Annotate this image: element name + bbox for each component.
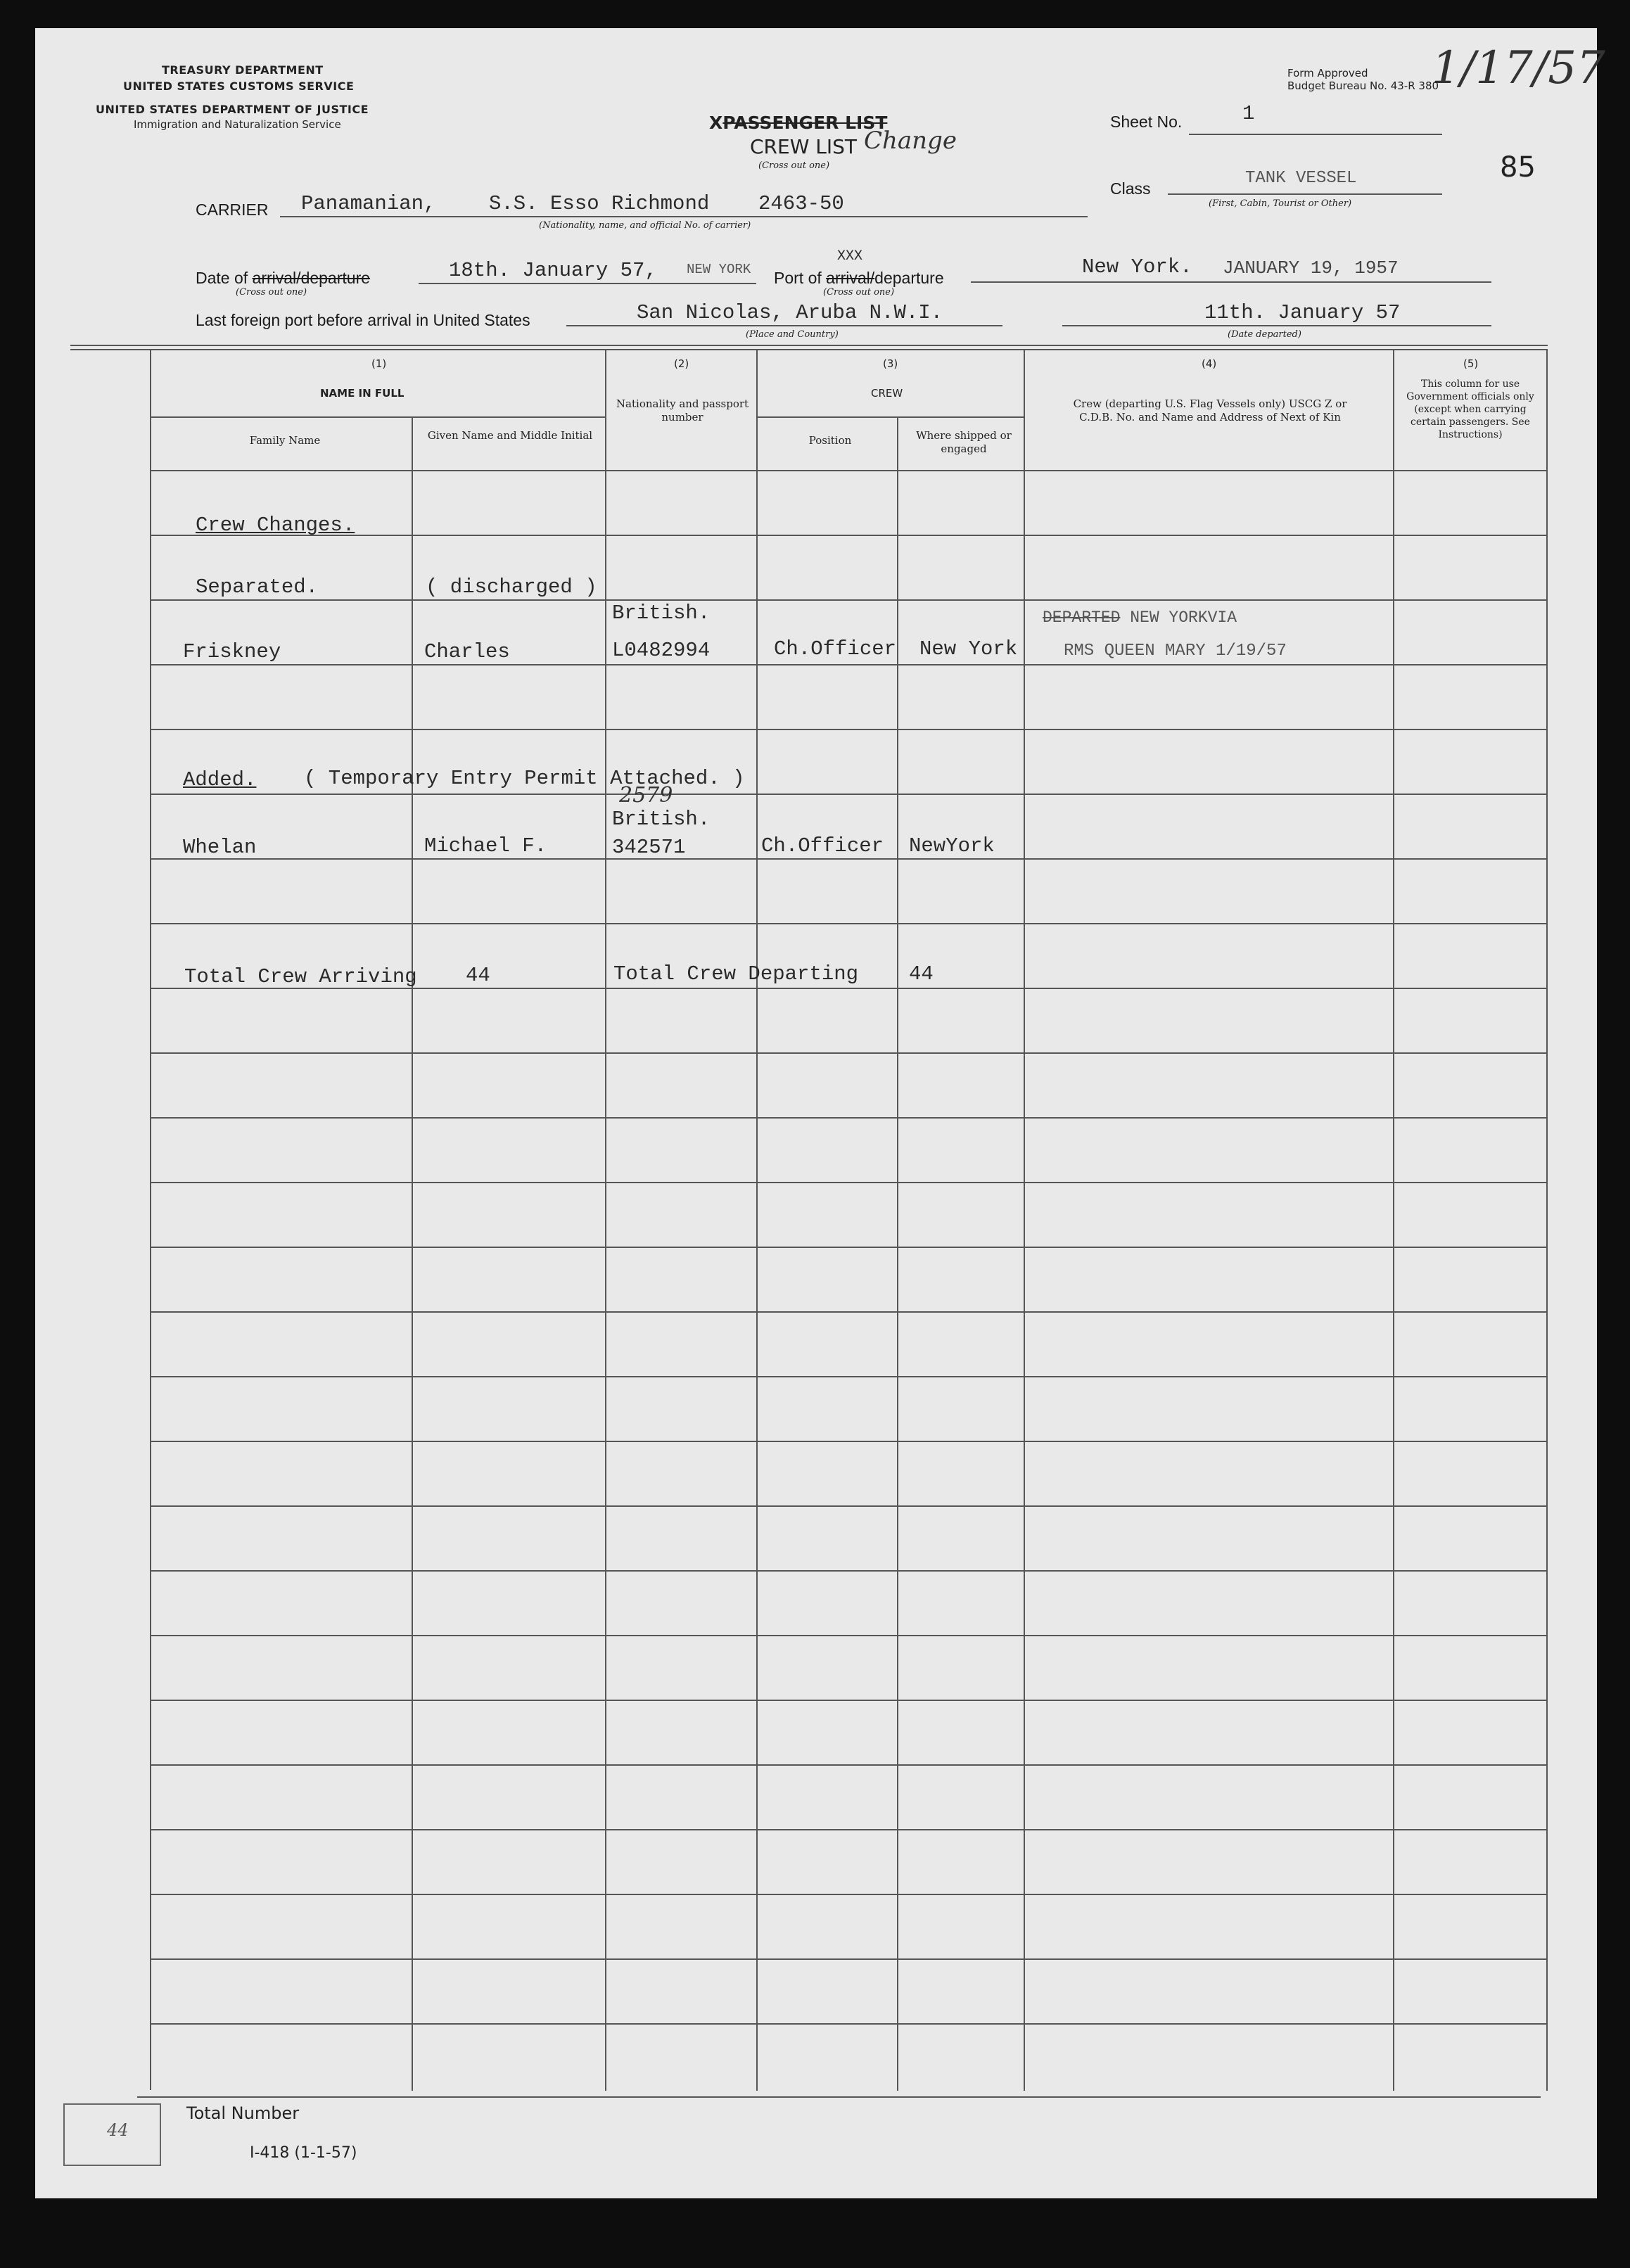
col3a-header: Position bbox=[808, 434, 852, 447]
col2-title: Nationality and passport number bbox=[616, 397, 749, 423]
col-divider-1 bbox=[412, 416, 413, 2091]
crew-list-form bbox=[35, 28, 1597, 2198]
port-label-struck: arrival/ bbox=[826, 269, 875, 287]
date-label-struck: arrival/ bbox=[252, 269, 301, 287]
table-top-rule-2 bbox=[70, 349, 1548, 350]
p1-given-name: Charles bbox=[424, 640, 510, 663]
port-stamp: JANUARY 19, 1957 bbox=[1223, 257, 1399, 279]
port-value: New York. bbox=[1082, 255, 1192, 279]
carrier-label: CARRIER bbox=[196, 200, 269, 219]
last-port-caption: (Place and Country) bbox=[746, 329, 839, 340]
title-crew-list: CREW LIST bbox=[750, 135, 858, 158]
date-label-pre: Date of bbox=[196, 269, 253, 287]
crew-changes-heading: Crew Changes. bbox=[196, 514, 355, 537]
col4-title: Crew (departing U.S. Flag Vessels only) USCG Z or C.D.B. No. and Name and Address of Next of Kin bbox=[1073, 397, 1347, 423]
temp-permit-note: ( Temporary Entry Permit Attached. ) bbox=[304, 767, 745, 790]
p2-given-name: Michael F. bbox=[424, 834, 547, 858]
col1-title: NAME IN FULL bbox=[320, 387, 405, 400]
port-label-post: departure bbox=[874, 269, 944, 287]
row-rule bbox=[150, 1700, 1548, 1701]
p1-stamp-struck: DEPARTED bbox=[1043, 609, 1121, 627]
added-heading: Added. bbox=[183, 768, 257, 791]
row-rule bbox=[150, 1635, 1548, 1636]
col3-sub-rule bbox=[758, 416, 1024, 418]
carrier-name: S.S. Esso Richmond bbox=[489, 192, 710, 215]
row-rule bbox=[150, 1764, 1548, 1766]
carrier-official-no: 2463-50 bbox=[758, 192, 844, 215]
row-rule bbox=[150, 664, 1548, 665]
form-approved: Form Approved bbox=[1287, 67, 1368, 79]
col1-number: (1) bbox=[371, 357, 387, 370]
p1-where-shipped: New York bbox=[919, 637, 1018, 661]
row-rule bbox=[150, 1570, 1548, 1572]
p1-stamp-rest: NEW YORKVIA bbox=[1120, 609, 1237, 627]
date-departed-value: 11th. January 57 bbox=[1204, 301, 1401, 324]
date-stamp: NEW YORK bbox=[687, 262, 751, 277]
total-arriving-value: 44 bbox=[466, 964, 490, 987]
row-rule bbox=[150, 1894, 1548, 1895]
title-line bbox=[709, 113, 887, 133]
col1a-header: Family Name bbox=[249, 434, 321, 447]
p1-passport: L0482994 bbox=[612, 639, 711, 662]
col4-number: (4) bbox=[1202, 357, 1217, 370]
handwritten-date: 1/17/57 bbox=[1432, 42, 1605, 94]
row-rule bbox=[150, 1117, 1548, 1119]
row-rule bbox=[150, 858, 1548, 860]
last-port-underline bbox=[566, 325, 1002, 326]
col3-title: CREW bbox=[871, 387, 903, 400]
budget-bureau: Budget Bureau No. 43-R 380 bbox=[1287, 79, 1439, 92]
discharged-note: ( discharged ) bbox=[426, 575, 597, 599]
port-label-pre: Port of bbox=[774, 269, 827, 287]
col5-number: (5) bbox=[1463, 357, 1479, 370]
total-departing-value: 44 bbox=[909, 962, 934, 986]
col1b-header: Given Name and Middle Initial bbox=[427, 429, 593, 442]
last-port-value: San Nicolas, Aruba N.W.I. bbox=[637, 301, 943, 324]
row-rule bbox=[150, 1311, 1548, 1313]
port-caption: (Cross out one) bbox=[823, 287, 895, 298]
last-port-label: Last foreign port before arrival in United States bbox=[196, 311, 530, 329]
date-value: 18th. January 57, bbox=[449, 259, 657, 282]
p2-passport: 342571 bbox=[612, 836, 686, 859]
agency-customs: UNITED STATES CUSTOMS SERVICE bbox=[123, 79, 355, 93]
class-label: Class bbox=[1110, 179, 1151, 198]
p2-nationality: British. bbox=[612, 808, 711, 831]
total-number-box bbox=[63, 2103, 161, 2166]
p1-departed-stamp-line1 bbox=[1043, 609, 1237, 627]
p1-family-name: Friskney bbox=[183, 640, 281, 663]
table-bottom-rule bbox=[137, 2096, 1541, 2098]
class-caption: (First, Cabin, Tourist or Other) bbox=[1209, 198, 1352, 209]
title-passenger-list-struck: PASSENGER LIST bbox=[722, 113, 888, 133]
total-number-value: 44 bbox=[107, 2120, 129, 2140]
p1-departed-stamp-line2: RMS QUEEN MARY 1/19/57 bbox=[1064, 642, 1287, 661]
p1-nationality: British. bbox=[612, 601, 711, 625]
row-rule bbox=[150, 535, 1548, 536]
sheet-number: 1 bbox=[1242, 102, 1255, 125]
date-label bbox=[196, 269, 370, 288]
form-number: I-418 (1-1-57) bbox=[250, 2144, 357, 2162]
sheet-underline bbox=[1189, 134, 1442, 135]
page-number: 85 bbox=[1500, 151, 1536, 184]
date-underline bbox=[419, 283, 756, 284]
p2-position: Ch.Officer bbox=[761, 834, 884, 858]
class-value: TANK VESSEL bbox=[1245, 169, 1357, 188]
row-rule bbox=[150, 1052, 1548, 1054]
p2-handwritten-number: 2579 bbox=[619, 783, 673, 808]
row-rule bbox=[150, 729, 1548, 730]
sheet-label: Sheet No. bbox=[1110, 113, 1183, 131]
header-bottom-rule bbox=[151, 470, 1548, 471]
title-handwritten-change: Change bbox=[864, 127, 957, 155]
total-arriving-label: Total Crew Arriving bbox=[184, 965, 417, 988]
table-top-rule-1 bbox=[70, 345, 1548, 346]
row-rule bbox=[150, 1829, 1548, 1830]
row-rule bbox=[150, 923, 1548, 924]
carrier-caption: (Nationality, name, and official No. of carrier) bbox=[539, 220, 751, 231]
total-number-label: Total Number bbox=[186, 2103, 300, 2123]
row-rule bbox=[150, 1958, 1548, 1960]
p1-position: Ch.Officer bbox=[774, 637, 897, 661]
p2-where-shipped: NewYork bbox=[909, 834, 995, 858]
col5-title: This column for use Government officials only (except when carrying certain passengers. See Instructions) bbox=[1406, 378, 1534, 440]
separated-heading: Separated. bbox=[196, 575, 319, 599]
title-prefix: X bbox=[709, 113, 723, 133]
agency-treasury: TREASURY DEPARTMENT bbox=[162, 63, 324, 77]
carrier-underline bbox=[280, 216, 1088, 217]
row-rule bbox=[150, 1505, 1548, 1507]
col1-sub-rule bbox=[151, 416, 606, 418]
p2-family-name: Whelan bbox=[183, 836, 257, 859]
date-departed-caption: (Date departed) bbox=[1228, 329, 1301, 340]
row-rule bbox=[150, 1182, 1548, 1183]
date-caption: (Cross out one) bbox=[236, 287, 307, 298]
date-label-post: departure bbox=[300, 269, 371, 287]
agency-justice: UNITED STATES DEPARTMENT OF JUSTICE bbox=[96, 103, 369, 116]
date-departed-underline bbox=[1062, 325, 1491, 326]
col3b-header: Where shipped or engaged bbox=[916, 429, 1012, 455]
row-rule bbox=[150, 794, 1548, 795]
col2-number: (2) bbox=[674, 357, 689, 370]
port-underline bbox=[971, 281, 1491, 283]
row-rule bbox=[150, 1247, 1548, 1248]
col-divider-4 bbox=[897, 416, 898, 2091]
port-xxx: XXX bbox=[837, 248, 863, 265]
row-rule bbox=[150, 2023, 1548, 2025]
port-label bbox=[774, 269, 944, 288]
carrier-nationality: Panamanian, bbox=[301, 192, 436, 215]
row-rule bbox=[150, 599, 1548, 601]
title-cross-out-caption: (Cross out one) bbox=[758, 160, 830, 171]
row-rule bbox=[150, 1376, 1548, 1377]
class-underline bbox=[1168, 193, 1442, 195]
total-departing-label: Total Crew Departing bbox=[613, 962, 859, 986]
agency-ins: Immigration and Naturalization Service bbox=[134, 118, 341, 131]
col3-number: (3) bbox=[883, 357, 898, 370]
row-rule bbox=[150, 1441, 1548, 1442]
